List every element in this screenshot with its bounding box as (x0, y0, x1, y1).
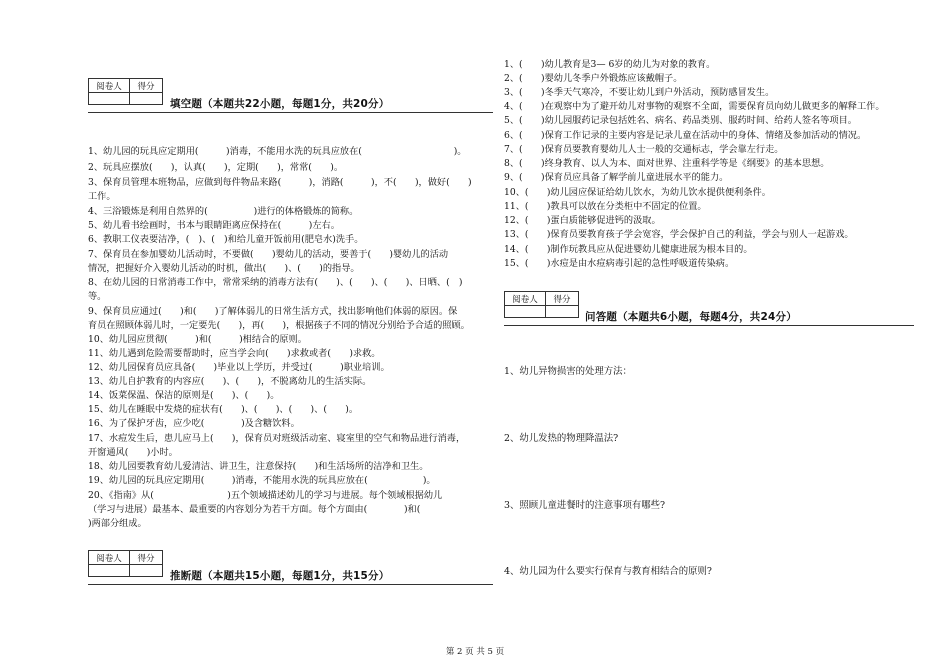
fill-in-question: 1、幼儿园的玩具应定期用( )消毒，不能用水洗的玩具应放在( )。 (88, 146, 467, 157)
grader-label: 阅卷人 (505, 292, 546, 306)
judgement-item: 9、( )保育员应具备了解学前儿童进展水平的能力。 (504, 172, 729, 183)
fill-in-question: 14、饭菜保温、保洁的原则是( )、( )。 (88, 390, 280, 401)
fill-in-question: 10、幼儿园应贯彻( )和( )相结合的原则。 (88, 334, 307, 345)
judgement-item: 12、( )蛋白质能够促进钙的汲取。 (504, 215, 661, 226)
fill-in-question: 等。 (88, 291, 107, 302)
score-cell (546, 306, 579, 318)
fill-in-question: 6、教职工仪表要洁净，( )、( )和给儿童开饭前用(肥皂水)洗手。 (88, 234, 364, 245)
judgement-rule (88, 584, 493, 585)
score-cell (130, 93, 163, 105)
judgement-item: 11、( )教具可以放在分类柜中不固定的位置。 (504, 201, 707, 212)
essay-question: 3、照顾儿童进餐时的注意事项有哪些? (504, 500, 665, 511)
judgement-item: 15、( )水痘是由水痘病毒引起的急性呼吸道传染病。 (504, 258, 735, 269)
fill-in-rule (88, 112, 493, 113)
fill-in-question: 18、幼儿园要教育幼儿爱清洁、讲卫生，注意保持( )和生活场所的洁净和卫生。 (88, 461, 429, 472)
essay-rule (504, 325, 914, 326)
judgement-heading: 推断题（本题共15小题，每题1分，共15分） (170, 570, 390, 582)
essay-question: 4、幼儿园为什么要实行保育与教育相结合的原则? (504, 566, 712, 577)
fill-in-question: 19、幼儿园的玩具应定期用( )消毒，不能用水洗的玩具应放在( )。 (88, 475, 436, 486)
grader-label: 阅卷人 (89, 551, 130, 565)
grader-cell (89, 93, 130, 105)
fill-in-question: )两部分组成。 (88, 518, 147, 529)
essay-question: 2、幼儿发热的物理降温法? (504, 433, 619, 444)
judgement-item: 14、( )制作玩教具应从促进婴幼儿健康进展为根本目的。 (504, 244, 753, 255)
fill-in-question: 工作。 (88, 191, 116, 202)
score-label: 得分 (130, 551, 163, 565)
essay-question: 1、幼儿异物损害的处理方法： (504, 366, 632, 377)
page-number: 第 2 页 共 5 页 (445, 647, 505, 657)
fill-in-question: 7、保育员在参加婴幼儿活动时，不要做( )婴幼儿的活动，要善于( )婴幼儿的活动 (88, 249, 449, 260)
judgement-item: 1、( )幼儿教育是3— 6岁的幼儿为对象的教育。 (504, 59, 716, 70)
score-box-essay (504, 291, 579, 318)
fill-in-question: 情况，把握好介入婴幼儿活动的时机，做出( )、( )的指导。 (88, 263, 360, 274)
fill-in-question: 8、在幼儿园的日常消毒工作中，常常采纳的消毒方法有( )、( )、( )、日晒、( ) (88, 277, 463, 288)
judgement-item: 6、( )保育工作记录的主要内容是记录儿童在活动中的身体、情绪及参加活动的情况。 (504, 130, 867, 141)
score-box-judgement (88, 550, 163, 577)
judgement-item: 2、( )婴幼儿冬季户外锻炼应该戴帽子。 (504, 73, 683, 84)
grader-label: 阅卷人 (89, 79, 130, 93)
fill-in-question: 4、三浴锻炼是利用自然界的( )进行的体格锻炼的简称。 (88, 206, 359, 217)
score-label: 得分 (130, 79, 163, 93)
fill-in-question: 12、幼儿园保育员应具备( )毕业以上学历，并受过( )职业培训。 (88, 362, 390, 373)
fill-in-heading: 填空题（本题共22小题，每题1分，共20分） (170, 98, 390, 110)
score-cell (130, 565, 163, 577)
fill-in-question: 15、幼儿在睡眠中发烧的症状有( )、( )、( )、( )。 (88, 404, 359, 415)
fill-in-question: 13、幼儿自护教育的内容应( )、( )，不脱离幼儿的生活实际。 (88, 376, 372, 387)
fill-in-question: 17、水痘发生后，患儿应马上( )，保育员对班级活动室、寝室里的空气和物品进行消毒， (88, 433, 466, 444)
judgement-item: 10、( )幼儿园应保证给幼儿饮水，为幼儿饮水提供便利条件。 (504, 187, 771, 198)
fill-in-question: 开窗通风( )小时。 (88, 447, 178, 458)
judgement-item: 13、( )保育员要教育孩子学会宽容，学会保护自己的利益，学会与别人一起游戏。 (504, 229, 854, 240)
fill-in-question: 16、为了保护牙齿，应少吃( )及含糖饮料。 (88, 418, 300, 429)
judgement-item: 8、( )终身教育、以人为本、面对世界、注重科学等是《纲要》的基本思想。 (504, 158, 830, 169)
score-box-fill-in (88, 78, 163, 105)
judgement-item: 3、( )冬季天气寒冷，不要让幼儿到户外活动，预防感冒发生。 (504, 87, 775, 98)
judgement-item: 5、( )幼儿园服药记录包括姓名、病名、药品类别、服药时间、给药人签名等项目。 (504, 115, 857, 126)
judgement-item: 4、( )在观察中为了避开幼儿对事物的观察不全面，需要保育员向幼儿做更多的解释工作。 (504, 101, 885, 112)
grader-cell (89, 565, 130, 577)
fill-in-question: （学习与进展）最基本、最重要的内容划分为若干方面。每个方面由( )和( (88, 504, 421, 515)
fill-in-question: 11、幼儿遇到危险需要帮助时，应当学会向( )求救或者( )求救。 (88, 348, 381, 359)
grader-cell (505, 306, 546, 318)
fill-in-question: 5、幼儿看书绘画时，书本与眼睛距离应保持在( )左右。 (88, 220, 340, 231)
essay-heading: 问答题（本题共6小题，每题4分，共24分） (585, 311, 797, 323)
fill-in-question: 3、保育员管理本班物品，应做到每件物品来路( )，消路( )，不( )，做好( ) (88, 177, 472, 188)
fill-in-question: 9、保育员应通过( )和( )了解体弱儿的日常生活方式，找出影响他们体弱的原因。保 (88, 306, 458, 317)
judgement-item: 7、( )保育员要教育婴幼儿人士一般的交通标志，学会靠左行走。 (504, 144, 784, 155)
fill-in-question: 20、《指南》从( )五个领域描述幼儿的学习与进展。每个领域根据幼儿 (88, 490, 443, 501)
fill-in-question: 2、玩具应摆放( )，认真( )，定期( )，常常( )。 (88, 162, 344, 173)
score-label: 得分 (546, 292, 579, 306)
fill-in-question: 育员在照顾体弱儿时，一定要先( )，再( )，根据孩子不同的情况分别给予合适的照顾。 (88, 320, 470, 331)
